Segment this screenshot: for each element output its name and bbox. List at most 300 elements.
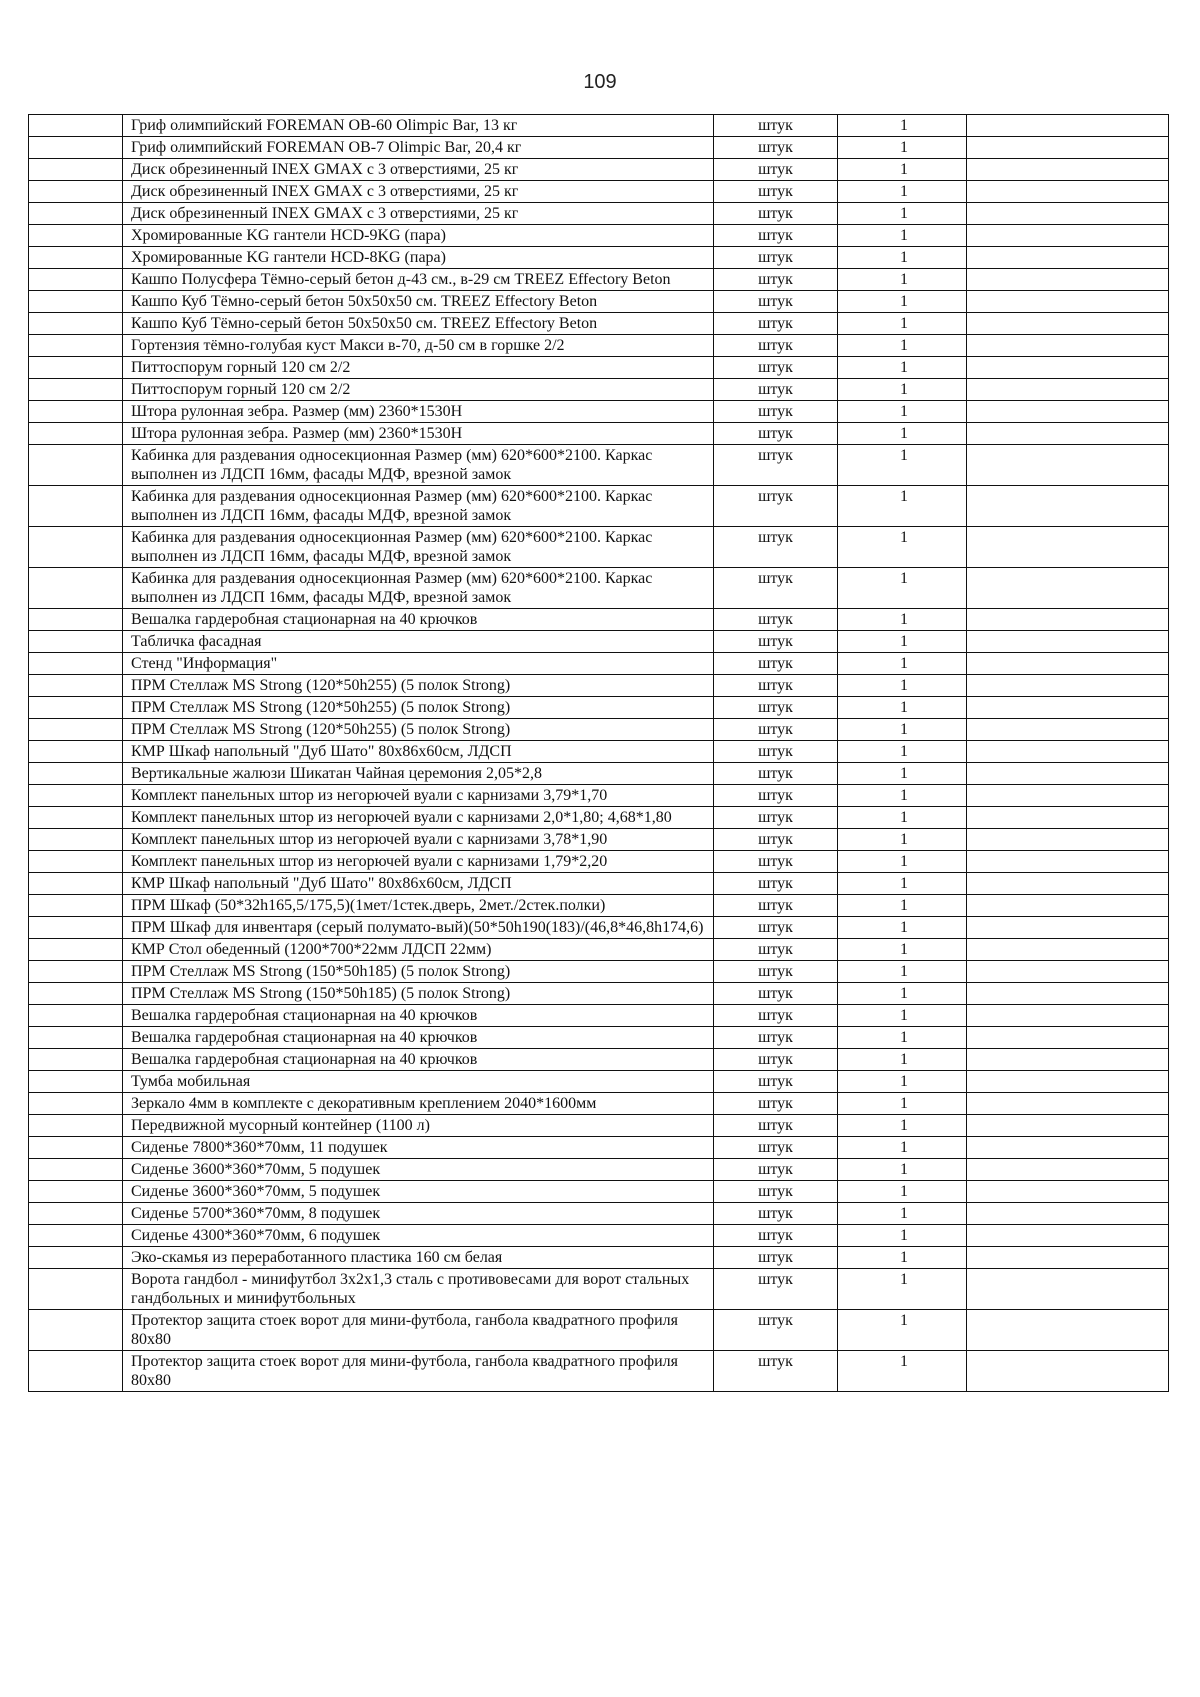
notes-cell <box>967 741 1169 763</box>
notes-cell <box>967 181 1169 203</box>
item-name-cell: Диск обрезиненный INEX GMAX с 3 отверстиями, 25 кг <box>123 181 714 203</box>
quantity-cell: 1 <box>838 115 967 137</box>
quantity-cell: 1 <box>838 486 967 527</box>
item-name-cell: Питтоспорум горный 120 см 2/2 <box>123 379 714 401</box>
notes-cell <box>967 357 1169 379</box>
table-row <box>29 1310 1169 1351</box>
item-name-cell: Кабинка для раздевания односекционная Размер (мм) 620*600*2100. Каркас выполнен из ЛДСП 16мм, фасады МДФ, врезной замок <box>123 527 714 568</box>
quantity-cell: 1 <box>838 225 967 247</box>
row-number-cell <box>29 291 123 313</box>
quantity-cell: 1 <box>838 1005 967 1027</box>
row-number-cell <box>29 917 123 939</box>
item-name-cell: Вешалка гардеробная стационарная на 40 крючков <box>123 1049 714 1071</box>
table-row <box>29 1159 1169 1181</box>
table-row <box>29 181 1169 203</box>
row-number-cell <box>29 785 123 807</box>
notes-cell <box>967 379 1169 401</box>
notes-cell <box>967 527 1169 568</box>
item-name-cell: Кашпо Полусфера Тёмно-серый бетон д-43 см., в-29 см TREEZ Effectory Beton <box>123 269 714 291</box>
quantity-cell: 1 <box>838 807 967 829</box>
row-number-cell <box>29 357 123 379</box>
quantity-cell: 1 <box>838 1049 967 1071</box>
unit-cell: штук <box>714 1351 838 1392</box>
row-number-cell <box>29 1351 123 1392</box>
quantity-cell: 1 <box>838 445 967 486</box>
row-number-cell <box>29 1159 123 1181</box>
notes-cell <box>967 1225 1169 1247</box>
unit-cell: штук <box>714 873 838 895</box>
item-name-cell: Стенд "Информация" <box>123 653 714 675</box>
table-row <box>29 379 1169 401</box>
table-row <box>29 1137 1169 1159</box>
unit-cell: штук <box>714 1071 838 1093</box>
notes-cell <box>967 225 1169 247</box>
table-row <box>29 653 1169 675</box>
item-name-cell: Хромированные KG гантели HCD-8KG (пара) <box>123 247 714 269</box>
notes-cell <box>967 291 1169 313</box>
quantity-cell: 1 <box>838 1181 967 1203</box>
unit-cell: штук <box>714 609 838 631</box>
quantity-cell: 1 <box>838 1225 967 1247</box>
unit-cell: штук <box>714 357 838 379</box>
unit-cell: штук <box>714 1049 838 1071</box>
unit-cell: штук <box>714 1225 838 1247</box>
row-number-cell <box>29 631 123 653</box>
table-row <box>29 568 1169 609</box>
item-name-cell: Сиденье 7800*360*70мм, 11 подушек <box>123 1137 714 1159</box>
quantity-cell: 1 <box>838 291 967 313</box>
item-name-cell: Комплект панельных штор из негорючей вуали с карнизами 2,0*1,80; 4,68*1,80 <box>123 807 714 829</box>
table-row <box>29 1115 1169 1137</box>
notes-cell <box>967 1203 1169 1225</box>
notes-cell <box>967 445 1169 486</box>
item-name-cell: Табличка фасадная <box>123 631 714 653</box>
notes-cell <box>967 719 1169 741</box>
quantity-cell: 1 <box>838 527 967 568</box>
notes-cell <box>967 873 1169 895</box>
quantity-cell: 1 <box>838 1115 967 1137</box>
quantity-cell: 1 <box>838 1071 967 1093</box>
row-number-cell <box>29 609 123 631</box>
item-name-cell: ПРМ Шкаф для инвентаря (серый полумато-вый)(50*50h190(183)/(46,8*46,8h174,6) <box>123 917 714 939</box>
row-number-cell <box>29 181 123 203</box>
quantity-cell: 1 <box>838 983 967 1005</box>
unit-cell: штук <box>714 741 838 763</box>
notes-cell <box>967 1071 1169 1093</box>
quantity-cell: 1 <box>838 829 967 851</box>
table-row <box>29 785 1169 807</box>
table-row <box>29 1351 1169 1392</box>
item-name-cell: Гортензия тёмно-голубая куст Макси в-70, д-50 см в горшке 2/2 <box>123 335 714 357</box>
quantity-cell: 1 <box>838 269 967 291</box>
row-number-cell <box>29 527 123 568</box>
notes-cell <box>967 1269 1169 1310</box>
table-row <box>29 1203 1169 1225</box>
row-number-cell <box>29 313 123 335</box>
item-name-cell: Протектор защита стоек ворот для мини-футбола, ганбола квадратного профиля 80х80 <box>123 1310 714 1351</box>
quantity-cell: 1 <box>838 1269 967 1310</box>
table-row <box>29 291 1169 313</box>
unit-cell: штук <box>714 269 838 291</box>
items-table <box>28 114 1169 1392</box>
item-name-cell: Сиденье 5700*360*70мм, 8 подушек <box>123 1203 714 1225</box>
quantity-cell: 1 <box>838 785 967 807</box>
row-number-cell <box>29 675 123 697</box>
item-name-cell: Кабинка для раздевания односекционная Размер (мм) 620*600*2100. Каркас выполнен из ЛДСП 16мм, фасады МДФ, врезной замок <box>123 486 714 527</box>
item-name-cell: Протектор защита стоек ворот для мини-футбола, ганбола квадратного профиля 80х80 <box>123 1351 714 1392</box>
quantity-cell: 1 <box>838 1159 967 1181</box>
quantity-cell: 1 <box>838 423 967 445</box>
table-row <box>29 851 1169 873</box>
quantity-cell: 1 <box>838 313 967 335</box>
item-name-cell: Кашпо Куб Тёмно-серый бетон 50х50х50 см. TREEZ Effectory Beton <box>123 313 714 335</box>
unit-cell: штук <box>714 225 838 247</box>
table-row <box>29 873 1169 895</box>
table-row <box>29 313 1169 335</box>
row-number-cell <box>29 203 123 225</box>
unit-cell: штук <box>714 785 838 807</box>
item-name-cell: Зеркало 4мм в комплекте с декоративным креплением 2040*1600мм <box>123 1093 714 1115</box>
item-name-cell: Хромированные KG гантели HCD-9KG (пара) <box>123 225 714 247</box>
unit-cell: штук <box>714 807 838 829</box>
notes-cell <box>967 247 1169 269</box>
row-number-cell <box>29 961 123 983</box>
notes-cell <box>967 697 1169 719</box>
unit-cell: штук <box>714 137 838 159</box>
row-number-cell <box>29 939 123 961</box>
row-number-cell <box>29 1269 123 1310</box>
unit-cell: штук <box>714 1027 838 1049</box>
unit-cell: штук <box>714 961 838 983</box>
unit-cell: штук <box>714 203 838 225</box>
quantity-cell: 1 <box>838 675 967 697</box>
table-row <box>29 1225 1169 1247</box>
row-number-cell <box>29 1115 123 1137</box>
unit-cell: штук <box>714 401 838 423</box>
table-row <box>29 203 1169 225</box>
notes-cell <box>967 807 1169 829</box>
row-number-cell <box>29 1005 123 1027</box>
notes-cell <box>967 895 1169 917</box>
notes-cell <box>967 1093 1169 1115</box>
notes-cell <box>967 115 1169 137</box>
row-number-cell <box>29 379 123 401</box>
unit-cell: штук <box>714 379 838 401</box>
unit-cell: штук <box>714 1137 838 1159</box>
row-number-cell <box>29 1247 123 1269</box>
quantity-cell: 1 <box>838 357 967 379</box>
notes-cell <box>967 653 1169 675</box>
item-name-cell: ПРМ Стеллаж MS Strong (120*50h255) (5 полок Strong) <box>123 675 714 697</box>
row-number-cell <box>29 423 123 445</box>
table-row <box>29 895 1169 917</box>
unit-cell: штук <box>714 335 838 357</box>
notes-cell <box>967 401 1169 423</box>
row-number-cell <box>29 763 123 785</box>
row-number-cell <box>29 225 123 247</box>
notes-cell <box>967 203 1169 225</box>
unit-cell: штук <box>714 423 838 445</box>
item-name-cell: Вешалка гардеробная стационарная на 40 крючков <box>123 1027 714 1049</box>
item-name-cell: Вешалка гардеробная стационарная на 40 крючков <box>123 609 714 631</box>
table-row <box>29 269 1169 291</box>
table-row <box>29 527 1169 568</box>
unit-cell: штук <box>714 486 838 527</box>
table-row <box>29 983 1169 1005</box>
quantity-cell: 1 <box>838 697 967 719</box>
row-number-cell <box>29 445 123 486</box>
row-number-cell <box>29 568 123 609</box>
quantity-cell: 1 <box>838 1310 967 1351</box>
row-number-cell <box>29 159 123 181</box>
item-name-cell: Кабинка для раздевания односекционная Размер (мм) 620*600*2100. Каркас выполнен из ЛДСП 16мм, фасады МДФ, врезной замок <box>123 445 714 486</box>
notes-cell <box>967 785 1169 807</box>
item-name-cell: Эко-скамья из переработанного пластика 160 см белая <box>123 1247 714 1269</box>
row-number-cell <box>29 1203 123 1225</box>
notes-cell <box>967 763 1169 785</box>
item-name-cell: ПРМ Шкаф (50*32h165,5/175,5)(1мет/1стек.дверь, 2мет./2стек.полки) <box>123 895 714 917</box>
item-name-cell: Сиденье 3600*360*70мм, 5 подушек <box>123 1181 714 1203</box>
table-row <box>29 631 1169 653</box>
row-number-cell <box>29 1027 123 1049</box>
row-number-cell <box>29 697 123 719</box>
table-row <box>29 159 1169 181</box>
unit-cell: штук <box>714 697 838 719</box>
unit-cell: штук <box>714 939 838 961</box>
item-name-cell: Передвижной мусорный контейнер (1100 л) <box>123 1115 714 1137</box>
unit-cell: штук <box>714 895 838 917</box>
quantity-cell: 1 <box>838 568 967 609</box>
row-number-cell <box>29 401 123 423</box>
notes-cell <box>967 829 1169 851</box>
item-name-cell: КМР Шкаф напольный "Дуб Шато" 80х86х60см, ЛДСП <box>123 741 714 763</box>
item-name-cell: ПРМ Стеллаж MS Strong (120*50h255) (5 полок Strong) <box>123 697 714 719</box>
quantity-cell: 1 <box>838 181 967 203</box>
table-row <box>29 829 1169 851</box>
item-name-cell: ПРМ Стеллаж MS Strong (150*50h185) (5 полок Strong) <box>123 961 714 983</box>
table-row <box>29 1049 1169 1071</box>
row-number-cell <box>29 741 123 763</box>
table-row <box>29 486 1169 527</box>
notes-cell <box>967 939 1169 961</box>
quantity-cell: 1 <box>838 379 967 401</box>
table-row <box>29 335 1169 357</box>
table-row <box>29 1181 1169 1203</box>
notes-cell <box>967 159 1169 181</box>
notes-cell <box>967 983 1169 1005</box>
quantity-cell: 1 <box>838 763 967 785</box>
quantity-cell: 1 <box>838 137 967 159</box>
quantity-cell: 1 <box>838 203 967 225</box>
unit-cell: штук <box>714 1005 838 1027</box>
table-row <box>29 763 1169 785</box>
quantity-cell: 1 <box>838 939 967 961</box>
notes-cell <box>967 851 1169 873</box>
row-number-cell <box>29 269 123 291</box>
item-name-cell: ПРМ Стеллаж MS Strong (150*50h185) (5 полок Strong) <box>123 983 714 1005</box>
notes-cell <box>967 1159 1169 1181</box>
row-number-cell <box>29 1071 123 1093</box>
unit-cell: штук <box>714 181 838 203</box>
quantity-cell: 1 <box>838 247 967 269</box>
item-name-cell: ПРМ Стеллаж MS Strong (120*50h255) (5 полок Strong) <box>123 719 714 741</box>
quantity-cell: 1 <box>838 961 967 983</box>
unit-cell: штук <box>714 247 838 269</box>
unit-cell: штук <box>714 568 838 609</box>
item-name-cell: Вертикальные жалюзи Шикатан Чайная церемония 2,05*2,8 <box>123 763 714 785</box>
notes-cell <box>967 269 1169 291</box>
table-row <box>29 247 1169 269</box>
quantity-cell: 1 <box>838 895 967 917</box>
row-number-cell <box>29 653 123 675</box>
item-name-cell: Диск обрезиненный INEX GMAX с 3 отверстиями, 25 кг <box>123 159 714 181</box>
notes-cell <box>967 1027 1169 1049</box>
unit-cell: штук <box>714 313 838 335</box>
unit-cell: штук <box>714 527 838 568</box>
unit-cell: штук <box>714 1310 838 1351</box>
notes-cell <box>967 1181 1169 1203</box>
table-row <box>29 719 1169 741</box>
item-name-cell: Диск обрезиненный INEX GMAX с 3 отверстиями, 25 кг <box>123 203 714 225</box>
notes-cell <box>967 486 1169 527</box>
notes-cell <box>967 961 1169 983</box>
row-number-cell <box>29 1181 123 1203</box>
notes-cell <box>967 1247 1169 1269</box>
row-number-cell <box>29 851 123 873</box>
row-number-cell <box>29 1225 123 1247</box>
item-name-cell: Комплект панельных штор из негорючей вуали с карнизами 3,78*1,90 <box>123 829 714 851</box>
unit-cell: штук <box>714 851 838 873</box>
unit-cell: штук <box>714 829 838 851</box>
quantity-cell: 1 <box>838 873 967 895</box>
unit-cell: штук <box>714 159 838 181</box>
row-number-cell <box>29 1093 123 1115</box>
table-row <box>29 423 1169 445</box>
page-number: 109 <box>583 71 617 93</box>
row-number-cell <box>29 895 123 917</box>
item-name-cell: Комплект панельных штор из негорючей вуали с карнизами 1,79*2,20 <box>123 851 714 873</box>
notes-cell <box>967 137 1169 159</box>
table-row <box>29 445 1169 486</box>
unit-cell: штук <box>714 1203 838 1225</box>
quantity-cell: 1 <box>838 917 967 939</box>
item-name-cell: Питтоспорум горный 120 см 2/2 <box>123 357 714 379</box>
table-row <box>29 1027 1169 1049</box>
quantity-cell: 1 <box>838 159 967 181</box>
row-number-cell <box>29 335 123 357</box>
table-row <box>29 225 1169 247</box>
table-row <box>29 675 1169 697</box>
unit-cell: штук <box>714 1247 838 1269</box>
unit-cell: штук <box>714 115 838 137</box>
row-number-cell <box>29 829 123 851</box>
table-row <box>29 1005 1169 1027</box>
unit-cell: штук <box>714 983 838 1005</box>
quantity-cell: 1 <box>838 1093 967 1115</box>
table-row <box>29 357 1169 379</box>
table-row <box>29 609 1169 631</box>
notes-cell <box>967 1310 1169 1351</box>
quantity-cell: 1 <box>838 653 967 675</box>
quantity-cell: 1 <box>838 1027 967 1049</box>
row-number-cell <box>29 873 123 895</box>
item-name-cell: Ворота гандбол - минифутбол 3х2х1,3 сталь с противовесами для ворот стальных гандбольных и минифутбольных <box>123 1269 714 1310</box>
table-row <box>29 961 1169 983</box>
item-name-cell: КМР Шкаф напольный "Дуб Шато" 80х86х60см, ЛДСП <box>123 873 714 895</box>
quantity-cell: 1 <box>838 1247 967 1269</box>
row-number-cell <box>29 1137 123 1159</box>
quantity-cell: 1 <box>838 1203 967 1225</box>
table-row <box>29 939 1169 961</box>
table-row <box>29 1093 1169 1115</box>
unit-cell: штук <box>714 719 838 741</box>
unit-cell: штук <box>714 675 838 697</box>
item-name-cell: Штора рулонная зебра. Размер (мм) 2360*1530Н <box>123 423 714 445</box>
item-name-cell: Гриф олимпийский FOREMAN OB-60 Olimpic Bar, 13 кг <box>123 115 714 137</box>
items-table-body <box>29 115 1169 1392</box>
row-number-cell <box>29 137 123 159</box>
quantity-cell: 1 <box>838 851 967 873</box>
item-name-cell: Тумба мобильная <box>123 1071 714 1093</box>
quantity-cell: 1 <box>838 401 967 423</box>
table-row <box>29 697 1169 719</box>
unit-cell: штук <box>714 763 838 785</box>
item-name-cell: Сиденье 3600*360*70мм, 5 подушек <box>123 1159 714 1181</box>
notes-cell <box>967 631 1169 653</box>
unit-cell: штук <box>714 445 838 486</box>
unit-cell: штук <box>714 1181 838 1203</box>
notes-cell <box>967 917 1169 939</box>
item-name-cell: КМР Стол обеденный (1200*700*22мм ЛДСП 22мм) <box>123 939 714 961</box>
item-name-cell: Комплект панельных штор из негорючей вуали с карнизами 3,79*1,70 <box>123 785 714 807</box>
item-name-cell: Кабинка для раздевания односекционная Размер (мм) 620*600*2100. Каркас выполнен из ЛДСП 16мм, фасады МДФ, врезной замок <box>123 568 714 609</box>
unit-cell: штук <box>714 1159 838 1181</box>
table-row <box>29 137 1169 159</box>
table-row <box>29 917 1169 939</box>
quantity-cell: 1 <box>838 1137 967 1159</box>
notes-cell <box>967 1049 1169 1071</box>
row-number-cell <box>29 719 123 741</box>
table-row <box>29 1269 1169 1310</box>
notes-cell <box>967 609 1169 631</box>
row-number-cell <box>29 247 123 269</box>
quantity-cell: 1 <box>838 719 967 741</box>
unit-cell: штук <box>714 917 838 939</box>
item-name-cell: Кашпо Куб Тёмно-серый бетон 50х50х50 см. TREEZ Effectory Beton <box>123 291 714 313</box>
unit-cell: штук <box>714 631 838 653</box>
item-name-cell: Гриф олимпийский FOREMAN OB-7 Olimpic Bar, 20,4 кг <box>123 137 714 159</box>
quantity-cell: 1 <box>838 609 967 631</box>
notes-cell <box>967 313 1169 335</box>
unit-cell: штук <box>714 1093 838 1115</box>
row-number-cell <box>29 486 123 527</box>
notes-cell <box>967 568 1169 609</box>
notes-cell <box>967 335 1169 357</box>
table-row <box>29 807 1169 829</box>
table-row <box>29 1247 1169 1269</box>
unit-cell: штук <box>714 291 838 313</box>
row-number-cell <box>29 807 123 829</box>
notes-cell <box>967 423 1169 445</box>
notes-cell <box>967 1005 1169 1027</box>
notes-cell <box>967 1351 1169 1392</box>
quantity-cell: 1 <box>838 631 967 653</box>
notes-cell <box>967 1137 1169 1159</box>
unit-cell: штук <box>714 653 838 675</box>
row-number-cell <box>29 1310 123 1351</box>
quantity-cell: 1 <box>838 1351 967 1392</box>
unit-cell: штук <box>714 1115 838 1137</box>
